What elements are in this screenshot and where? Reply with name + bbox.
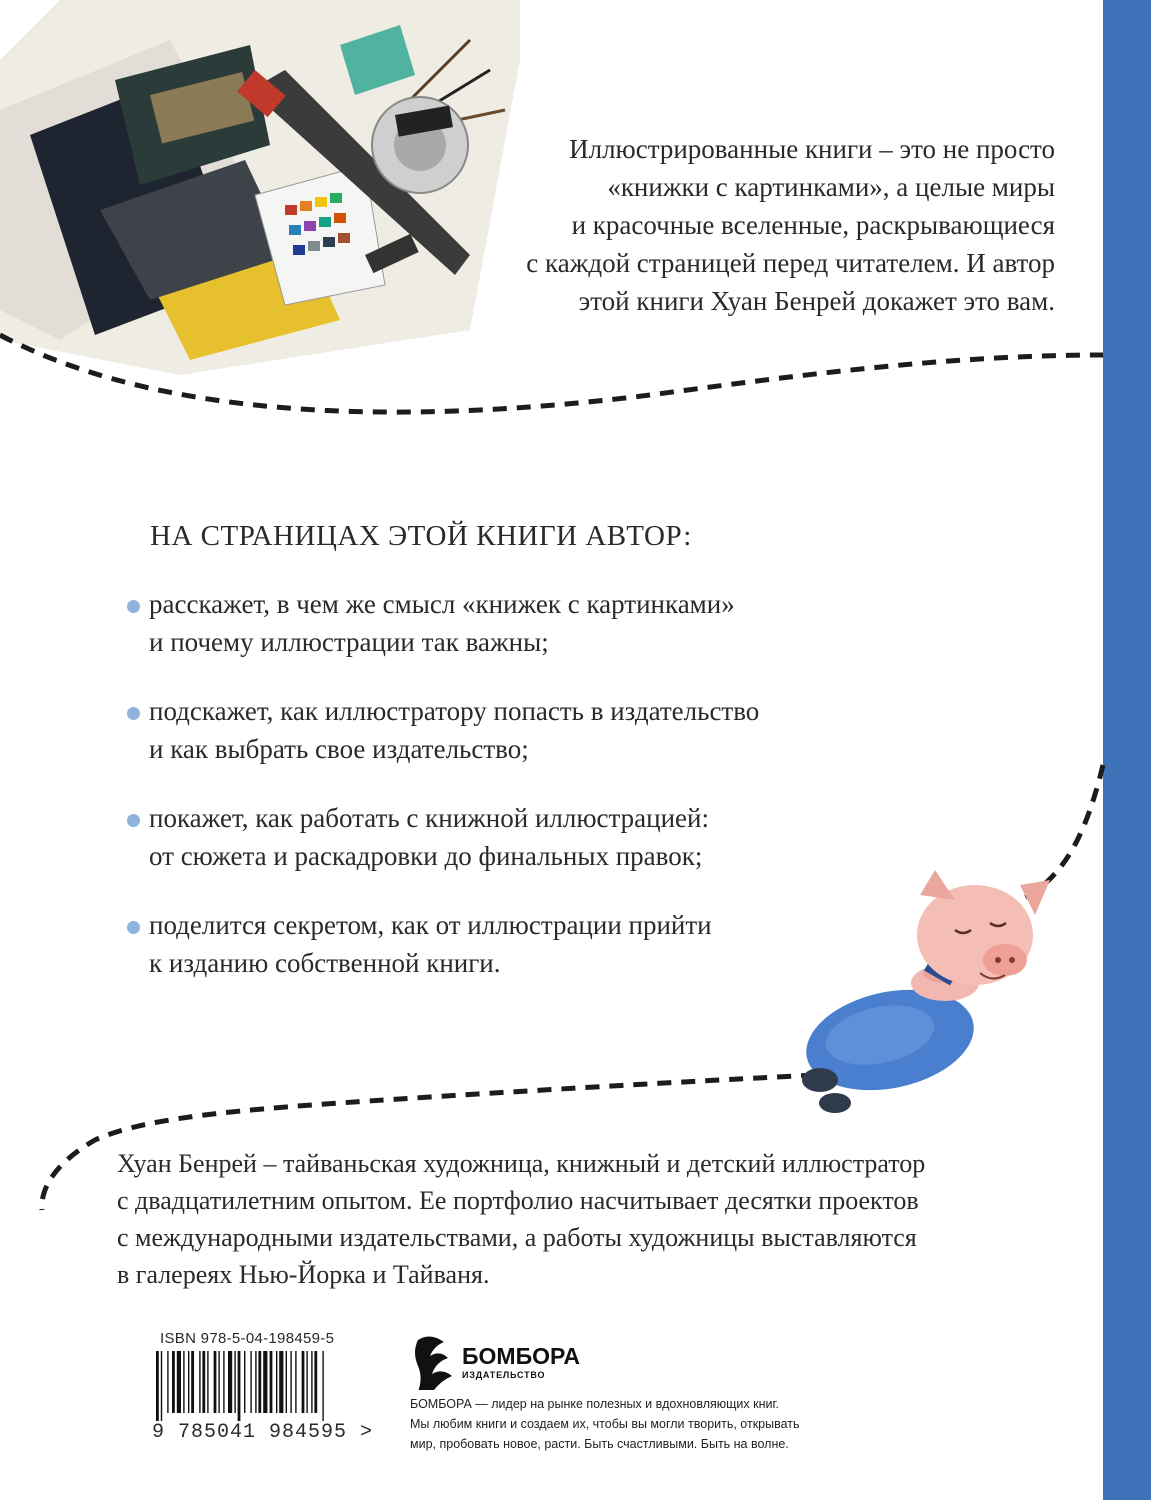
spine-band [1103, 0, 1151, 1500]
list-item-line: и как выбрать свое издательство; [149, 734, 529, 764]
publisher-subtitle: ИЗДАТЕЛЬСТВО [462, 1370, 546, 1380]
barcode-block [152, 1330, 382, 1444]
list-item-line: от сюжета и раскадровки до финальных правок; [149, 841, 703, 871]
bullet-dot-icon [127, 707, 140, 720]
barcode-icon [152, 1351, 377, 1421]
bullet-dot-icon [127, 921, 140, 934]
intro-line: этой книги Хуан Бенрей докажет это вам. [578, 286, 1055, 316]
section-title: НА СТРАНИЦАХ ЭТОЙ КНИГИ АВТОР: [150, 520, 692, 552]
intro-line: Иллюстрированные книги – это не просто [569, 134, 1055, 164]
publisher-blurb-line: БОМБОРА — лидер на рынке полезных и вдохновляющих книг. [410, 1397, 779, 1411]
intro-paragraph [490, 130, 1055, 320]
intro-line: «книжки с картинками», а целые миры [607, 172, 1055, 202]
author-bio-line: Хуан Бенрей – тайваньская художница, книжный и детский иллюстратор [117, 1149, 926, 1178]
intro-line: с каждой страницей перед читателем. И автор [526, 248, 1055, 278]
isbn-label: ISBN 978-5-04-198459-5 [160, 1330, 335, 1347]
bullet-dot-icon [127, 600, 140, 613]
bullet-dot-icon [127, 814, 140, 827]
list-item-line: поделится секретом, как от иллюстрации прийти [149, 910, 712, 940]
intro-line: и красочные вселенные, раскрывающиеся [571, 210, 1055, 240]
art-supplies-photo [0, 0, 520, 375]
barcode-digits: 9 785041 984595 > [152, 1421, 374, 1444]
publisher-blurb-line: мир, пробовать новое, расти. Быть счастливыми. Быть на волне. [410, 1437, 789, 1451]
list-item-line: подскажет, как иллюстратору попасть в издательство [149, 696, 760, 726]
author-bio-line: с двадцатилетним опытом. Ее портфолио насчитывает десятки проектов [117, 1186, 919, 1215]
publisher-name: БОМБОРА [462, 1343, 580, 1369]
list-item-line: к изданию собственной книги. [149, 948, 501, 978]
author-bio-line: в галереях Нью-Йорка и Тайваня. [117, 1260, 490, 1289]
publisher-blurb [410, 1394, 880, 1454]
list-item [127, 692, 947, 768]
list-item [127, 799, 947, 875]
pig-illustration-icon [795, 865, 1060, 1115]
author-bio-line: с международными издательствами, а работы художницы выставляются [117, 1223, 917, 1252]
publisher-blurb-line: Мы любим книги и создаем их, чтобы вы могли творить, открывать [410, 1417, 800, 1431]
author-bio [117, 1145, 1027, 1293]
list-item [127, 585, 947, 661]
list-item-line: покажет, как работать с книжной иллюстрацией: [149, 803, 709, 833]
list-item-line: расскажет, в чем же смысл «книжек с картинками» [149, 589, 735, 619]
list-item-line: и почему иллюстрации так важны; [149, 627, 549, 657]
